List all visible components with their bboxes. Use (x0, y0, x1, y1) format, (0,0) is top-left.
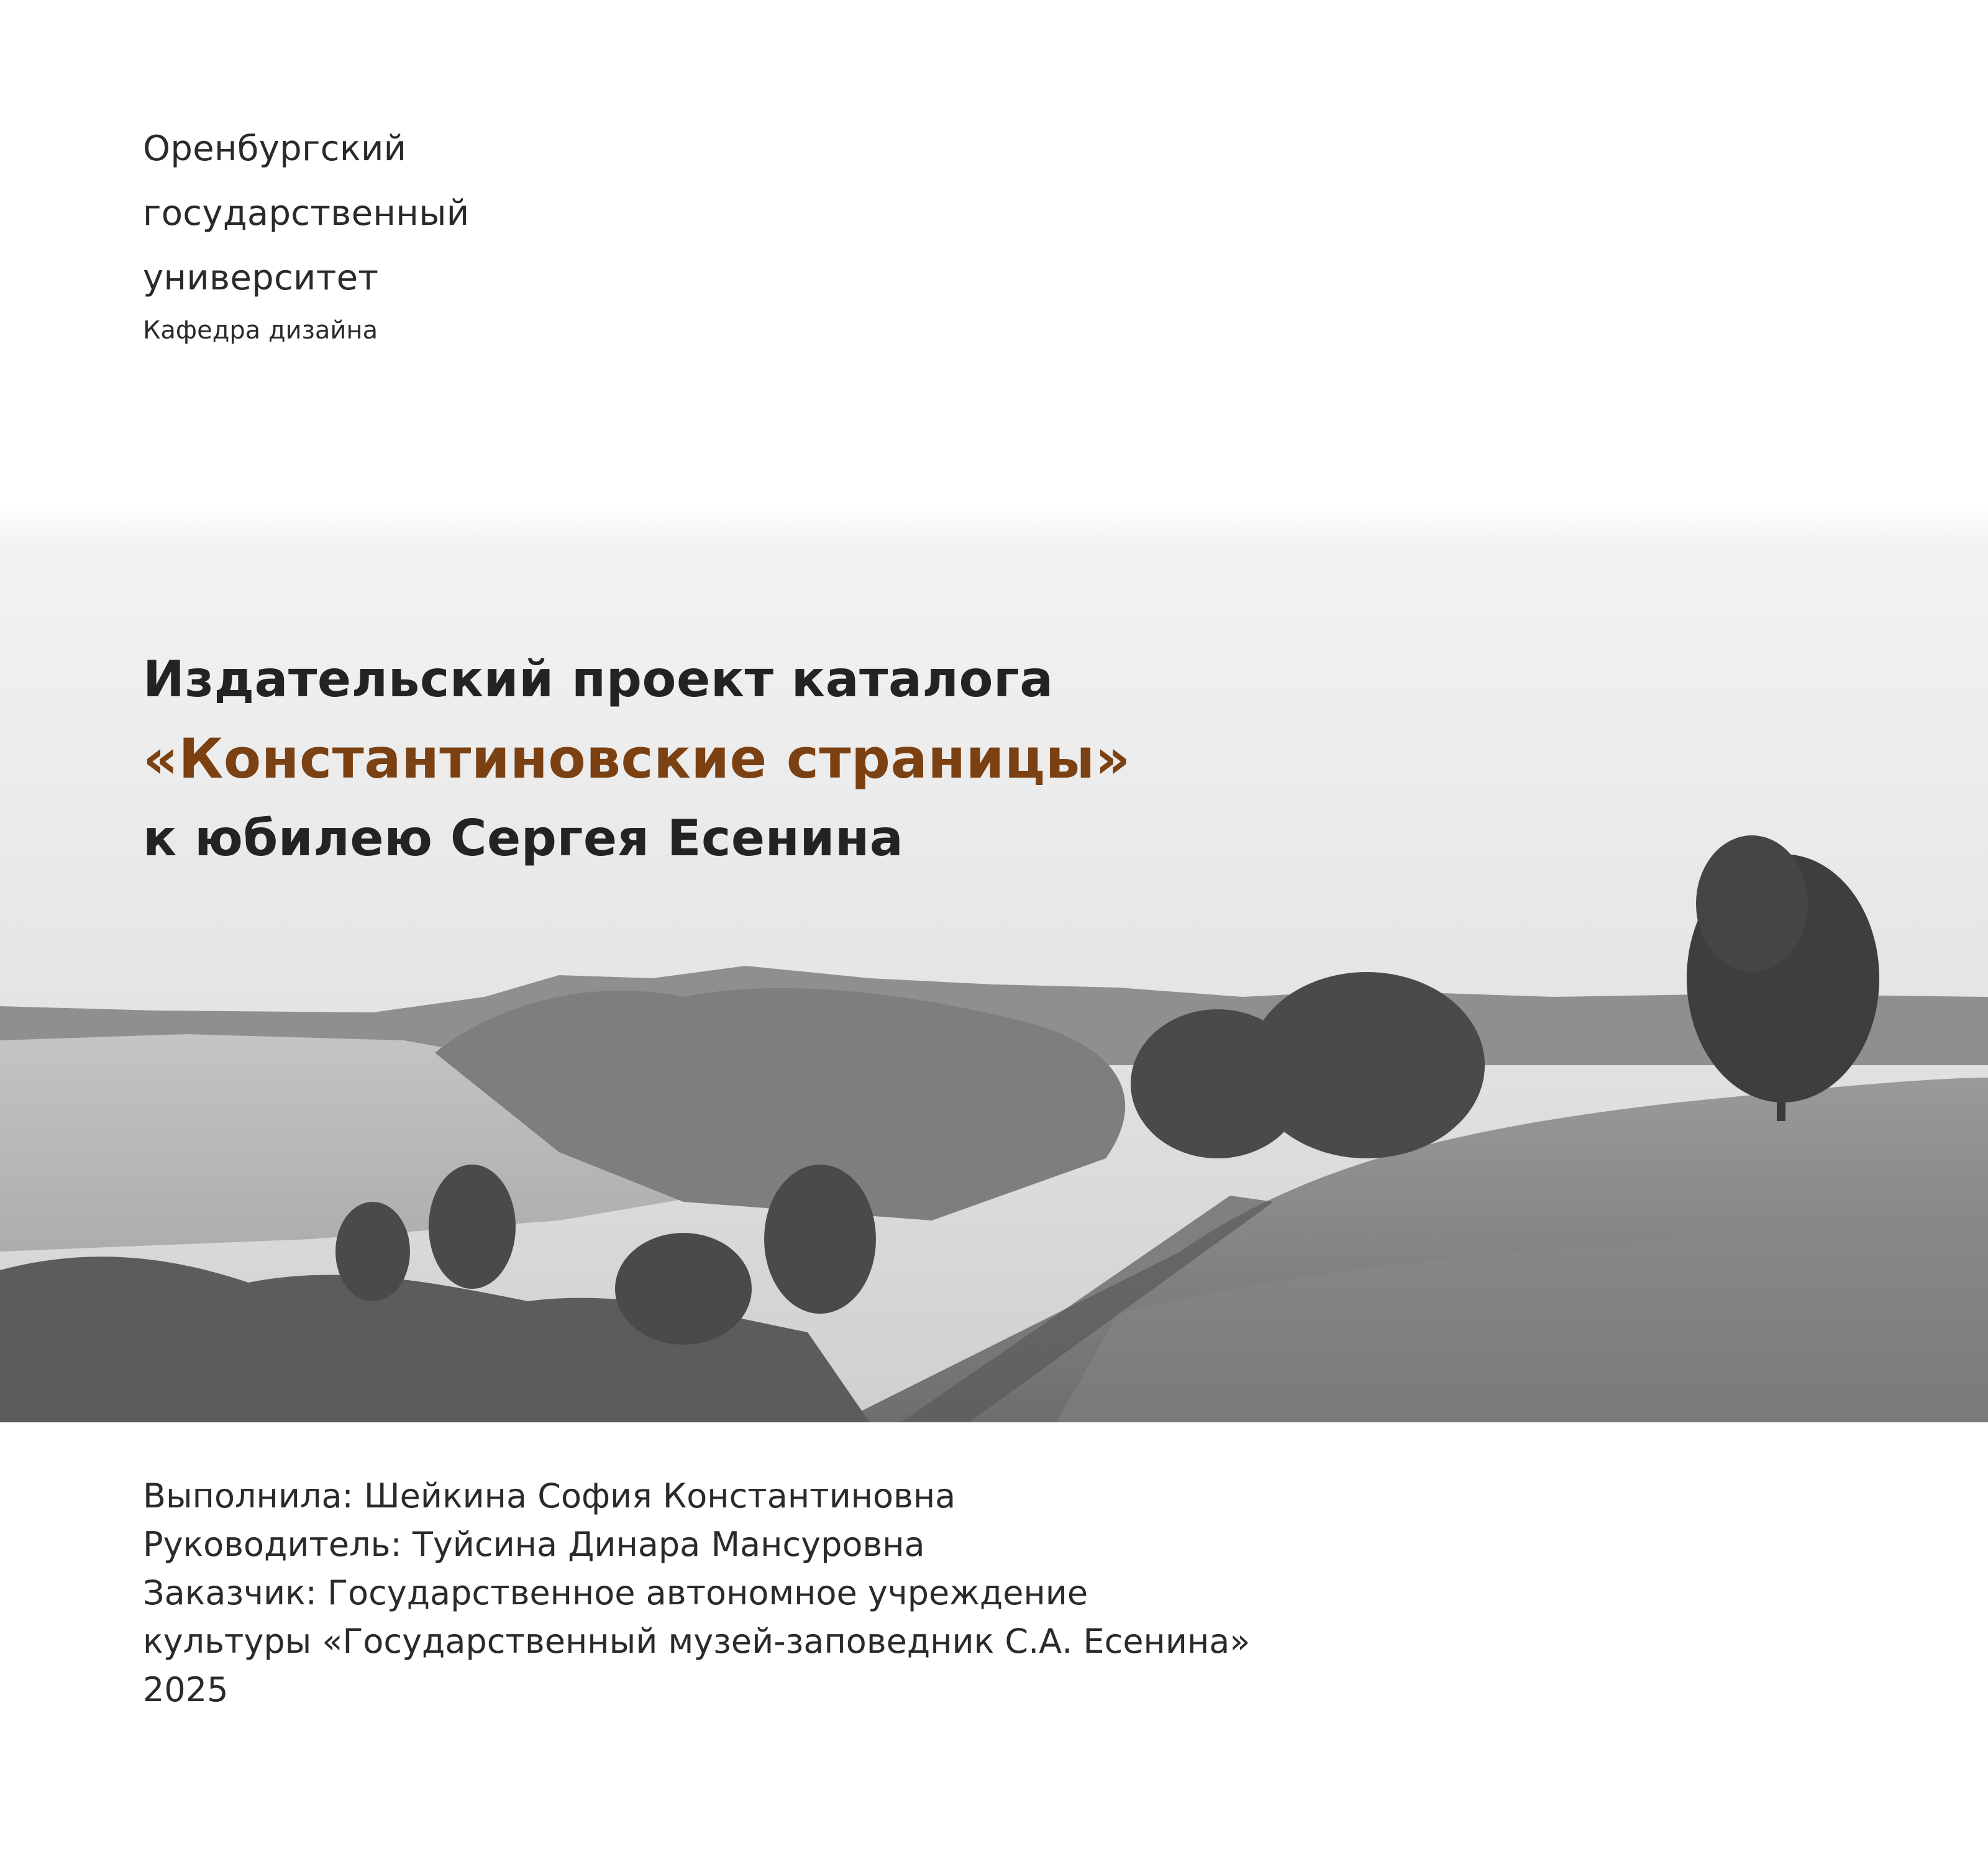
supervisor-line: Руководитель: Туйсина Динара Мансуровна (143, 1525, 925, 1564)
project-title (143, 640, 1131, 878)
customer-line-2: культуры «Государственный музей-заповедник С.А. Есенина» (143, 1622, 1251, 1661)
performer-line: Выполнила: Шейкина София Константиновна (143, 1476, 956, 1515)
year-line: 2025 (143, 1670, 229, 1709)
university-header (143, 117, 469, 348)
university-name-line-1: Оренбургский (143, 129, 407, 169)
customer-line-1: Заказчик: Государственное автономное учреждение (143, 1573, 1088, 1612)
university-name-line-2: государственный (143, 193, 470, 234)
university-name-line-3: университет (143, 258, 379, 298)
credits-block (143, 1472, 1250, 1714)
title-line-1: Издательский проект каталога (143, 650, 1054, 708)
catalog-name: «Константиновские страницы» (143, 727, 1131, 791)
title-line-3: к юбилею Сергея Есенина (143, 809, 904, 867)
department-name: Кафедра дизайна (143, 316, 378, 345)
